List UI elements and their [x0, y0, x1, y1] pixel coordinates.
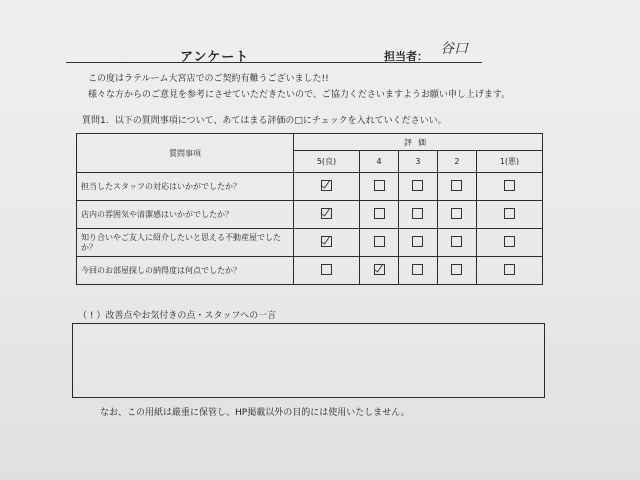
rating-checkbox[interactable] — [321, 180, 332, 191]
staff-label: 担当者： — [384, 50, 428, 63]
rating-checkbox[interactable] — [412, 180, 423, 191]
table-row — [77, 229, 543, 257]
rating-checkbox[interactable] — [451, 264, 462, 275]
rating-checkbox[interactable] — [412, 236, 423, 247]
scale-label: 3 — [399, 151, 438, 173]
rating-checkbox[interactable] — [504, 236, 515, 247]
question-1-instruction: 質問1．以下の質問事項について、あてはまる評価の□にチェックを入れていくださいい。 — [82, 116, 447, 126]
form-title: アンケート — [180, 50, 250, 65]
rating-checkbox[interactable] — [504, 208, 515, 219]
rating-table — [76, 133, 543, 285]
scale-label: 4 — [360, 151, 399, 173]
question-text: 今回のお部屋探しの納得度は何点でしたか？ — [77, 257, 294, 285]
rating-checkbox[interactable] — [451, 236, 462, 247]
rating-checkbox[interactable] — [504, 264, 515, 275]
intro-line-2: 様々な方からのご意見を参考にさせていただきたいので、ご協力くださいますようお願い申し上げます。 — [88, 90, 511, 100]
rating-checkbox[interactable] — [321, 264, 332, 275]
rating-checkbox[interactable] — [321, 236, 332, 247]
rating-checkbox[interactable] — [412, 208, 423, 219]
question-text: 知り合いやご友人に紹介したいと思える不動産屋でしたか？ — [77, 229, 294, 257]
intro-line-1: この度はラテルーム大宮店でのご契約有難うございました!! — [88, 74, 329, 84]
question-text: 店内の雰囲気や清潔感はいかがでしたか？ — [77, 201, 294, 229]
scale-label: 1(悪) — [476, 151, 542, 173]
rating-checkbox[interactable] — [374, 236, 385, 247]
rating-checkbox[interactable] — [412, 264, 423, 275]
header-evaluation: 評価 — [294, 134, 543, 151]
table-row — [77, 173, 543, 201]
rating-checkbox[interactable] — [451, 208, 462, 219]
rating-checkbox[interactable] — [374, 264, 385, 275]
table-row — [77, 201, 543, 229]
rating-checkbox[interactable] — [321, 208, 332, 219]
rating-checkbox[interactable] — [374, 208, 385, 219]
table-row — [77, 257, 543, 285]
scale-label: 2 — [437, 151, 476, 173]
improvement-label: （ ! ）改善点やお気付きの点・スタッフへの一言 — [78, 311, 277, 321]
privacy-note: なお、この用紙は厳重に保管し、HP掲載以外の目的には使用いたしません。 — [100, 408, 410, 418]
rating-checkbox[interactable] — [374, 180, 385, 191]
question-text: 担当したスタッフの対応はいかがでしたか？ — [77, 173, 294, 201]
staff-name-handwritten[interactable]: 谷口 — [440, 41, 468, 57]
improvement-comment-box[interactable] — [72, 323, 545, 398]
header-question-item: 質問事項 — [77, 134, 294, 173]
rating-checkbox[interactable] — [504, 180, 515, 191]
scale-label: 5(良) — [294, 151, 360, 173]
rating-checkbox[interactable] — [451, 180, 462, 191]
